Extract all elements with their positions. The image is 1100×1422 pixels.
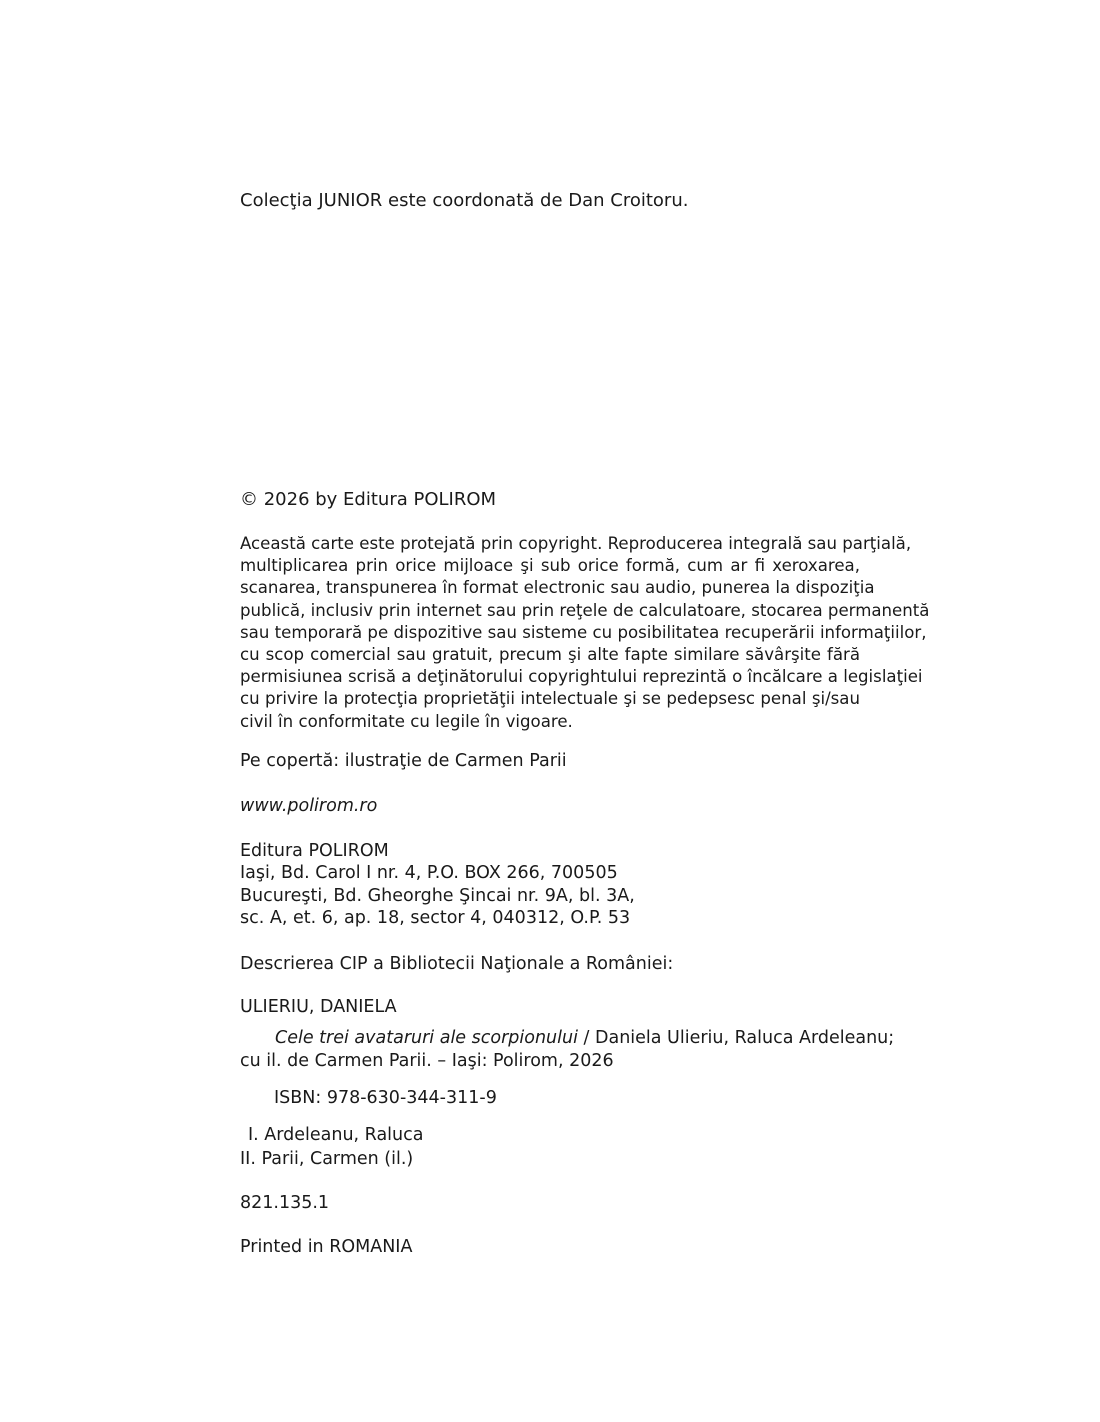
legal-notice-line: publică, inclusiv prin internet sau prin reţele de calculatoare, stocarea permanentă <box>240 600 930 620</box>
isbn: ISBN: 978-630-344-311-9 <box>274 1088 497 1108</box>
legal-notice-line: civil în conformitate cu legile în vigoare. <box>240 711 573 731</box>
printed-in: Printed in ROMANIA <box>240 1237 413 1257</box>
book-title: Cele trei avataruri ale scorpionului <box>275 1028 578 1048</box>
legal-notice-line: multiplicarea prin orice mijloace şi sub orice formă, cum ar fi xeroxarea, <box>240 556 860 576</box>
publisher-address-line: Bucureşti, Bd. Gheorghe Şincai nr. 9A, bl. 3A, <box>240 886 635 906</box>
legal-notice-line: Această carte este protejată prin copyright. Reproducerea integrală sau parţială, <box>240 534 912 553</box>
publisher-address-line: Iaşi, Bd. Carol I nr. 4, P.O. BOX 266, 700505 <box>240 863 618 883</box>
legal-notice-line: cu privire la protecţia proprietăţii intelectuale şi se pedepsesc penal şi/sau <box>240 689 860 709</box>
cip-title-line <box>240 1027 895 1050</box>
added-entry: I. Ardeleanu, Raluca <box>248 1125 424 1145</box>
website-link[interactable]: www.polirom.ro <box>240 796 378 816</box>
cip-title-block <box>240 1027 895 1073</box>
added-entry: II. Parii, Carmen (il.) <box>240 1149 414 1169</box>
classification-code: 821.135.1 <box>240 1193 330 1213</box>
legal-notice <box>240 533 930 733</box>
cip-responsibility: / Daniela Ulieriu, Raluca Ardeleanu; <box>583 1028 895 1048</box>
legal-notice-line: permisiunea scrisă a deţinătorului copyrightului reprezintă o încălcare a legislaţiei <box>240 667 923 687</box>
cip-heading: Descrierea CIP a Bibliotecii Naţionale a României: <box>240 954 674 974</box>
collection-note: Colecţia JUNIOR este coordonată de Dan Croitoru. <box>240 190 689 211</box>
publisher-name: Editura POLIROM <box>240 841 389 861</box>
cip-imprint: cu il. de Carmen Parii. – Iaşi: Polirom, 2026 <box>240 1051 614 1071</box>
copyright-page <box>240 0 930 1422</box>
legal-notice-line: cu scop comercial sau gratuit, precum şi alte fapte similare săvârşite fără <box>240 644 860 664</box>
publisher-address-line: sc. A, et. 6, ap. 18, sector 4, 040312, O.P. 53 <box>240 908 631 928</box>
cover-credit: Pe copertă: ilustraţie de Carmen Parii <box>240 751 567 771</box>
legal-notice-line: scanarea, transpunerea în format electronic sau audio, punerea la dispoziţia <box>240 578 875 598</box>
cip-author: ULIERIU, DANIELA <box>240 997 397 1017</box>
copyright-owner: © 2026 by Editura POLIROM <box>240 489 497 510</box>
legal-notice-line: sau temporară pe dispozitive sau sisteme cu posibilitatea recuperării informaţiilor, <box>240 622 927 642</box>
